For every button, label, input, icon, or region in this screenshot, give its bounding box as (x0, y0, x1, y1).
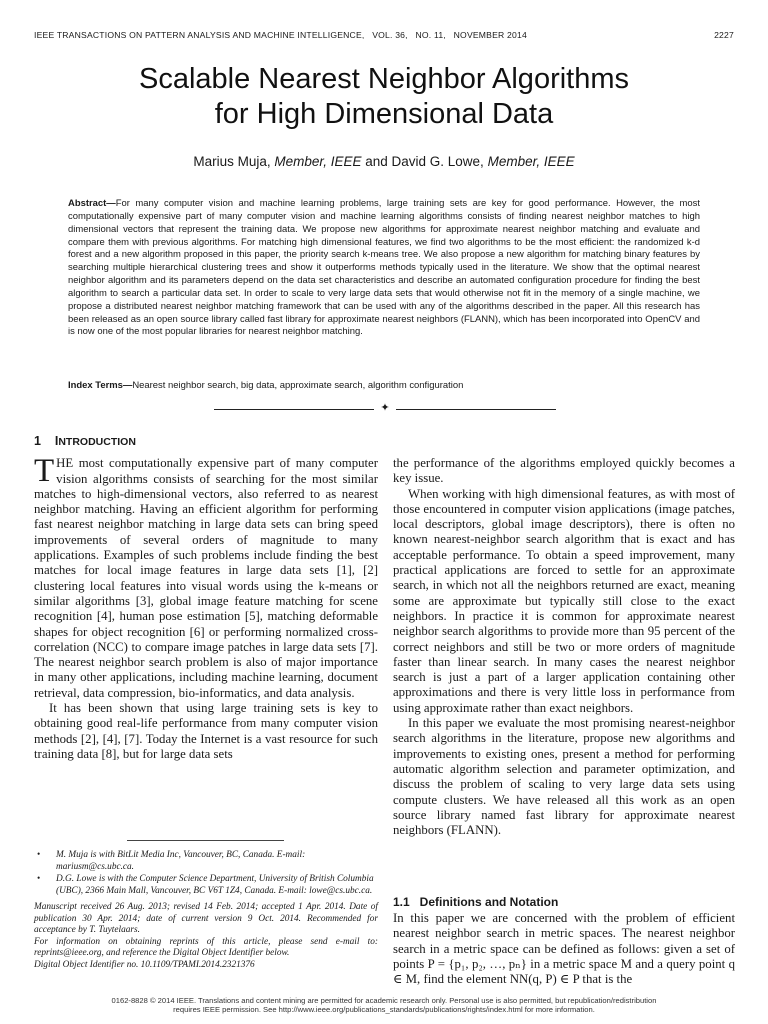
index-terms-text: Nearest neighbor search, big data, approximate search, algorithm configuration (132, 380, 464, 391)
copyright-line-2: requires IEEE permission. See http://www.ieee.org/publications_standards/publications/rights/index.html for more information. (173, 1005, 595, 1015)
intro-paragraph-4: When working with high dimensional features, as with most of those encountered in computer vision applications (image patches, local descriptors, global image descriptors), there is often no known nearest-neighbor search algorithm that is exact and has acceptable performance. To obtain a speed improvement, many practical applications are forced to settle for an approximate search, in which not all the neighbors returned are exact, meaning some are approximate but typically still close to the exact neighbors. In practice it is common for approximate nearest neighbor search algorithms to provide more than 95 percent of the correct neighbors and still be two or more orders of magnitude faster than linear search. In many cases the nearest neighbor search is just a part of a larger application containing other approximations and there is very little loss in performance from using approximate rather than exact neighbors. (393, 486, 735, 715)
section-number: 1 (34, 434, 41, 448)
drop-cap: T (34, 453, 55, 490)
footnote-rule (127, 840, 284, 841)
index-terms (68, 380, 700, 393)
copyright-notice (34, 996, 734, 1015)
section-title-initial: I (54, 434, 59, 448)
journal-name: IEEE TRANSACTIONS ON PATTERN ANALYSIS AND MACHINE INTELLIGENCE, VOL. 36, NO. 11, NOVEMBER 2014 (34, 30, 527, 40)
subsection-heading: 1.1 Definitions and Notation (393, 895, 559, 909)
author-2-role: Member, IEEE (487, 154, 575, 169)
title-line-2: for High Dimensional Data (214, 98, 554, 130)
paper-title (40, 62, 728, 132)
abstract (68, 198, 700, 339)
page-number: 2227 (714, 30, 734, 40)
intro-paragraph-1-text: most computationally expensive part of many computer vision algorithms consists of searching for the most similar matches to high-dimensional vectors, also referred to as nearest neighbor matching. Having an efficient algorithm for performing fast nearest neighbor matching in large data sets can bring speed improvements of several orders of magnitude to many applications. Examples of such problems include finding the best matches for local image features in large data sets [1], [2] clustering local features into visual words using the k-means or similar algorithms [3], global image feature matching for scene recognition [4], human pose estimation [5], matching deformable shapes for object recognition [6] or performing normalized cross-correlation (NCC) to compare image patches in large data sets [7]. The nearest neighbor search problem is also of major importance in many other applications, including machine learning, document retrieval, data compression, bio-informatics, and data analysis. (34, 456, 378, 700)
author-2: and David G. Lowe, (365, 154, 484, 169)
manuscript-info (34, 902, 378, 971)
title-line-1: Scalable Nearest Neighbor Algorithms (138, 63, 630, 95)
copyright-line-1: 0162-8828 © 2014 IEEE. Translations and content mining are permitted for academic research only. Personal use is also permitted, but republication/redistribution (111, 996, 657, 1005)
intro-paragraph-5: In this paper we evaluate the most promising nearest-neighbor search algorithms in the literature, propose new algorithms and improvements to existing ones, present a method for performing automatic algorithm selection and parameter optimization, and discuss the problem of scaling to very large data sets using compute clusters. We have released all this work as an open source library named fast library for approximate nearest neighbors (FLANN). (393, 716, 735, 838)
abstract-text: For many computer vision and machine learning problems, large training sets are key for good performance. However, the most computationally expensive part of many computer vision and machine learning algorithms consists of finding nearest neighbor matches to high dimensional vectors that represent the training data. We propose new algorithms for approximate nearest neighbor matching and evaluate and compare them with previous algorithms. For matching high dimensional features, we find two algorithms to be the most efficient: the randomized k-d forest and a new algorithm proposed in this paper, the priority search k-means tree. We also propose a new algorithm for matching binary features by searching multiple hierarchical clustering trees and show it outperforms methods typically used in the literature. We show that the optimal nearest neighbor algorithm and its parameters depend on the data set characteristics and describe an automated configuration procedure for finding the best algorithm to search a particular data set. In order to scale to very large data sets that would otherwise not fit in the memory of a single machine, we propose a distributed nearest neighbor matching framework that can be used with any of the algorithms described in the paper. All this research has been released as an open source library called fast library for approximate nearest neighbors (FLANN), which has been incorporated into OpenCV and is now one of the most popular libraries for nearest neighbor matching. (68, 198, 700, 338)
bullet-icon: • (37, 874, 41, 884)
left-column (34, 434, 378, 762)
footnotes (34, 850, 378, 971)
author-line (40, 154, 728, 169)
section-title-rest: NTRODUCTION (58, 436, 136, 448)
intro-paragraph-2: It has been shown that using large training sets is key to obtaining good real-life performance from many computer vision methods [2], [4], [7]. Today the Internet is a vast resource for such training data [8], but for large data sets (34, 701, 378, 761)
subsection-text: In this paper we are concerned with the problem of efficient nearest neighbor search in metric spaces. The nearest neighbor search in a metric space can be defined as follows: given a set of points P = {p₁, p₂, …, pₙ} in a metric space M and a query point q ∈ M, find the element NN(q, P) ∈ P that is the (393, 911, 735, 987)
section-heading-introduction (34, 434, 378, 450)
footnote-author-2-text: D.G. Lowe is with the Computer Science Department, University of British Columbia (UBC), 2366 Main Mall, Vancouver, BC V6T 1Z4, Canada. E-mail: lowe@cs.ubc.ca. (56, 874, 374, 896)
author-1: Marius Muja, (193, 154, 271, 169)
index-terms-label: Index Terms— (68, 380, 133, 391)
section-separator (214, 402, 556, 416)
reprints-info: For information on obtaining reprints of this article, please send e-mail to: reprints@ieee.org, and reference the Digital Object Identifier below. (34, 936, 378, 958)
footnote-author-2 (34, 874, 378, 897)
abstract-label: Abstract— (68, 198, 116, 209)
intro-paragraph-3: the performance of the algorithms employed quickly becomes a key issue. (393, 456, 735, 486)
intro-paragraph-1 (34, 453, 378, 701)
bullet-icon: • (37, 850, 41, 860)
separator-line-left (214, 409, 374, 410)
intro-first-word: HE (56, 456, 74, 471)
separator-line-right (396, 409, 556, 410)
star-icon: ✦ (380, 402, 390, 414)
author-1-role: Member, IEEE (274, 154, 362, 169)
right-column (393, 456, 735, 838)
footnote-author-1 (34, 850, 378, 873)
footnote-author-1-text: M. Muja is with BitLit Media Inc, Vancouver, BC, Canada. E-mail: mariusm@cs.ubc.ca. (56, 850, 306, 872)
doi: Digital Object Identifier no. 10.1109/TPAMI.2014.2321376 (34, 959, 255, 970)
subsection-paragraph (393, 911, 735, 987)
manuscript-dates: Manuscript received 26 Aug. 2013; revised 14 Feb. 2014; accepted 1 Apr. 2014. Date of publication 30 Apr. 2014; date of current version 9 Oct. 2014. Recommended for acceptance by T. Tuytelaars. (34, 902, 378, 935)
